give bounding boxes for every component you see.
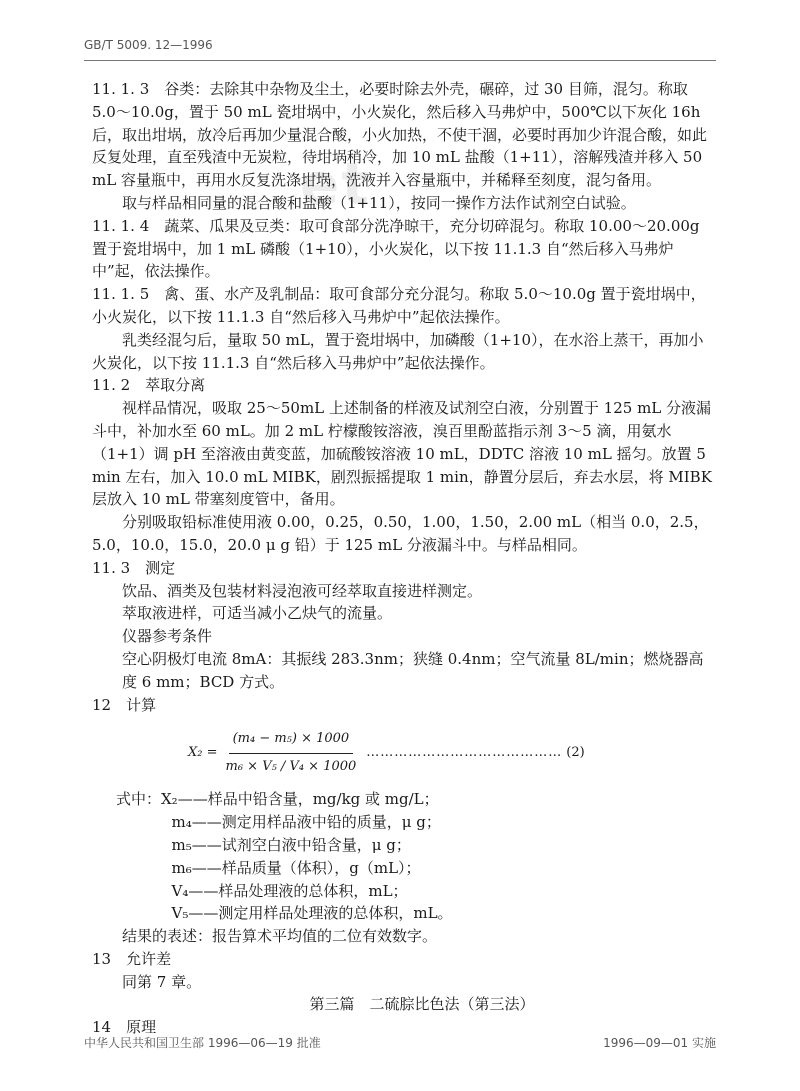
para-same-as-ch7: 同第 7 章。 [122,972,202,991]
footer [84,1034,716,1051]
watermark: et [300,150,372,218]
footer-effective: 1996—09—01 实施 [603,1036,716,1050]
formula-lhs: X₂ = [188,745,218,761]
para-standard: 分别吸取铅标准使用液 0.00，0.25，0.50，1.00，1.50，2.00 mL（相当 0.0，2.5，5.0，10.0，15.0，20.0 μ g 铅）于 125 mL 分液漏斗中。与样品相同。 [92,513,709,554]
para-instrument-conditions: 空心阴极灯电流 8mA：其振线 283.3nm；狭缝 0.4nm；空气流量 8L/min；燃烧器高度 6 mm；BCD 方式。 [122,649,704,691]
heading-14: 14 原理 [92,1018,157,1037]
formula-2 [92,720,712,786]
heading-11-3: 11. 3 测定 [92,558,176,577]
def-m6: m₆——样品质量（体积），g（mL）； [171,858,421,877]
para-blank-test: 取与样品相同量的混合酸和盐酸（1+11），按同一操作方法作试剂空白试验。 [122,193,636,212]
def-v4: V₄——样品处理液的总体积，mL； [171,881,408,900]
para-milk: 乳类经混匀后，量取 50 mL，置于瓷坩埚中，加磷酸（1+10），在水浴上蒸干，再加小火炭化，以下按 11.1.3 自“然后移入马弗炉中”起依法操作。 [92,330,704,372]
para-11-1-5: 11. 1. 5 禽、蛋、水产及乳制品：取可食部分充分混匀。称取 5.0～10.0g 置于瓷坩埚中，小火炭化，以下按 11.1.3 自“然后移入马弗炉中”起依法操作。 [92,285,706,326]
document-body [92,78,712,1039]
para-11-1-4: 11. 1. 4 蔬菜、瓜果及豆类：取可食部分洗净晾干，充分切碎混匀。称取 10.00～20.00g 置于瓷坩埚中，加 1 mL 磷酸（1+10），小火炭化，以下按 11.1.3 自“然后移入马弗炉中”起，依法操作。 [92,216,700,281]
para-injection: 萃取液进样，可适当减小乙炔气的流量。 [122,604,393,623]
para-drinks: 饮品、酒类及包装材料浸泡液可经萃取直接进样测定。 [122,581,483,600]
heading-11-2: 11. 2 萃取分离 [92,376,206,395]
para-11-1-3: 11. 1. 3 谷类：去除其中杂物及尘土，必要时除去外壳，碾碎，过 30 目筛，混匀。称取 5.0～10.0g，置于 50 mL 瓷坩埚中，小火炭化，然后移入马弗炉中，500℃以下灰化 16h 后，取出坩埚，放冷后再加少量混合酸，小火加热，不使干涸，必要时再加少许混合酸，如此反复处理，直至残渣中无炭粒，待坩埚稍冷，加 10 mL 盐酸（1+11），溶解残渣并移入 50 mL 容量瓶中，再用水反复洗涤坩埚，洗液并入容量瓶中，并稀释至刻度，混匀备用。 [92,80,708,190]
footer-approval: 中华人民共和国卫生部 1996—06—19 批准 [84,1036,321,1050]
def-m4: m₄——测定用样品液中铅的质量，μ g； [171,813,441,832]
para-extraction: 视样品情况，吸取 25～50mL 上述制备的样液及试剂空白液，分别置于 125 mL 分液漏斗中，补加水至 60 mL。加 2 mL 柠檬酸铵溶液，溴百里酚蓝指示剂 3～5 滴，用氨水（1+1）调 pH 至溶液由黄变蓝，加硫酸铵溶液 10 mL，DDTC 溶液 10 mL 摇匀。放置 5 min 左右，加入 10.0 mL MIBK，剧烈振摇提取 1 min，静置分层后，弃去水层，将 MIBK 层放入 10 mL 带塞刻度管中，备用。 [92,399,712,509]
formula-denominator: m₆ × V₅ / V₄ × 1000 [225,759,357,775]
formula-numerator: (m₄ − m₅) × 1000 [229,728,354,754]
part-three-title: 第三篇 二硫腙比色法（第三法） [309,995,535,1014]
formula-number: (2) [566,745,585,761]
para-result-expression: 结果的表述：报告算术平均值的二位有效数字。 [122,927,438,946]
heading-12: 12 计算 [92,695,157,714]
def-v5: V₅——测定用样品处理液的总体积，mL。 [171,904,453,923]
formula-fraction [222,728,361,779]
def-x2: 式中：X₂——样品中铅含量，mg/kg 或 mg/L； [116,790,439,809]
header-rule [84,60,716,61]
document-code: GB/T 5009. 12—1996 [84,38,213,52]
formula-leader-dots: …………………………………… [366,745,563,761]
variable-definitions [92,788,712,925]
formula-expression [188,728,585,779]
def-m5: m₅——试剂空白液中铅含量，μ g； [171,835,411,854]
para-instrument-heading: 仪器参考条件 [122,627,213,646]
heading-13: 13 允许差 [92,949,172,968]
